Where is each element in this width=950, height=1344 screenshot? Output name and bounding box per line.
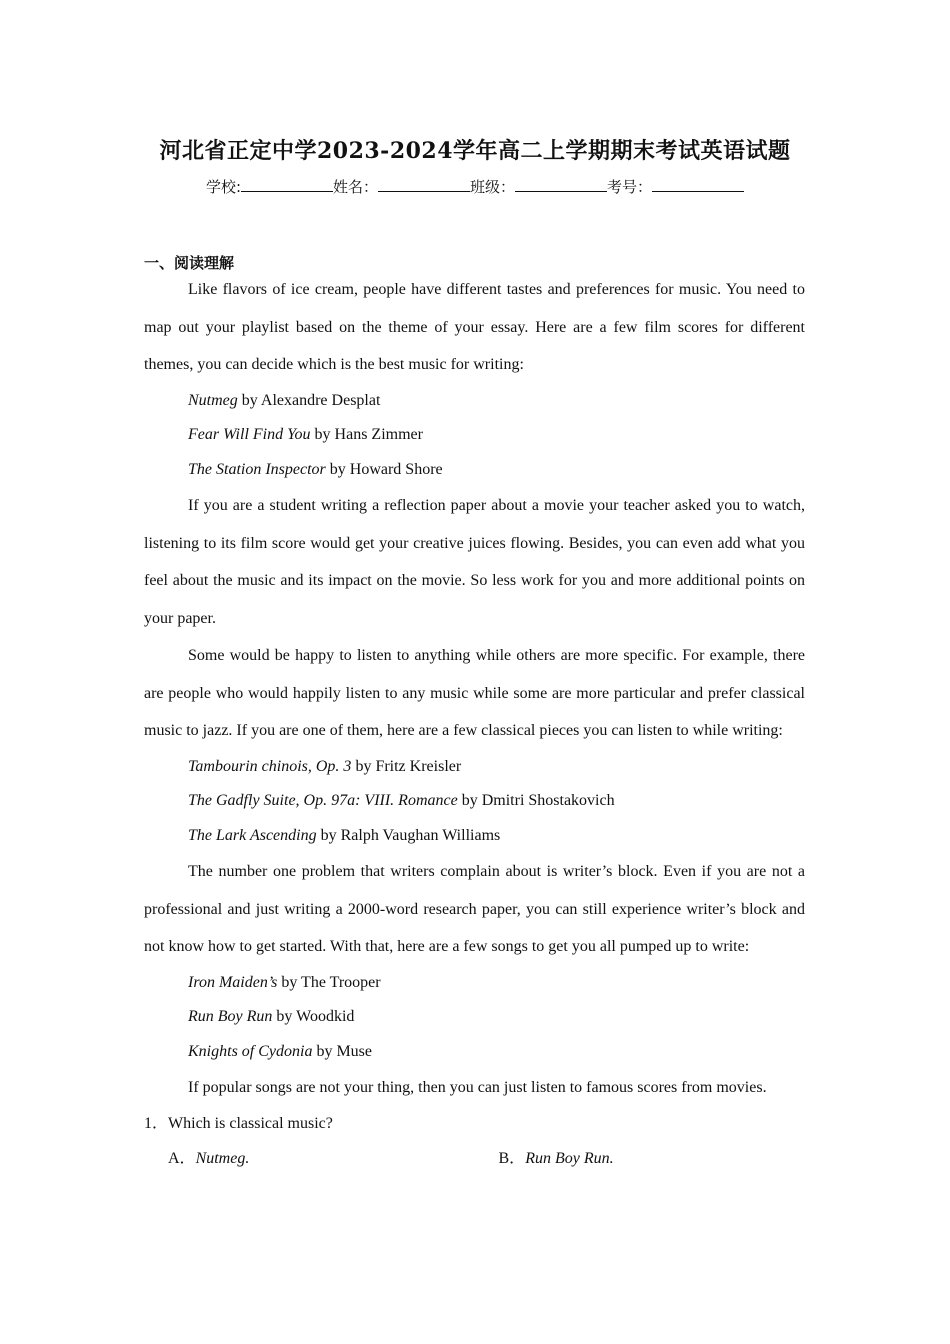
- piece-item: [144, 453, 805, 488]
- number-blank[interactable]: [652, 177, 744, 192]
- piece-item: [144, 750, 805, 785]
- page-title: 河北省正定中学2023-2024学年高二上学期期末考试英语试题: [159, 138, 791, 164]
- piece-title: The Gadfly Suite, Op. 97a: VIII. Romance: [188, 792, 458, 809]
- piece-title: Fear Will Find You: [188, 426, 311, 443]
- number-label: 考号：: [607, 178, 653, 196]
- piece-item: [144, 1035, 805, 1070]
- piece-item: [144, 1000, 805, 1035]
- question-1: [144, 1107, 805, 1142]
- student-info-line: [0, 175, 950, 199]
- piece-artist: by Muse: [312, 1042, 373, 1060]
- exam-content: [144, 252, 805, 1176]
- passage-paragraph-3: Some would be happy to listen to anything while others are more specific. For example, there are people who would happily listen to any music while some are more particular and prefer classical music to jazz. If you are one of them, here are a few classical pieces you can listen to while writing:: [144, 647, 805, 739]
- section-heading: 一、阅读理解: [144, 254, 235, 272]
- piece-item: [144, 384, 805, 419]
- name-label: 姓名：: [333, 178, 379, 196]
- passage-paragraph-2: If you are a student writing a reflection paper about a movie your teacher asked you to watch, listening to its film score would get your creative juices flowing. Besides, you can even add what you feel about the music and its impact on the movie. So less work for you and more additional points on your paper.: [144, 497, 805, 627]
- name-blank[interactable]: [378, 177, 470, 192]
- piece-title: Iron Maiden’s: [188, 973, 278, 991]
- piece-artist: by Dmitri Shostakovich: [457, 792, 615, 809]
- piece-title: Tambourin chinois, Op. 3: [188, 757, 352, 775]
- piece-item: [144, 819, 805, 854]
- passage-paragraph-1: Like flavors of ice cream, people have different tastes and preferences for music. You need to map out your playlist based on the theme of your essay. Here are a few film scores for different themes, you can decide which is the best music for writing:: [144, 281, 805, 373]
- question-number: 1．: [144, 1114, 169, 1132]
- piece-artist: by Howard Shore: [325, 460, 443, 478]
- piece-artist: by Hans Zimmer: [310, 426, 423, 443]
- option-b[interactable]: [475, 1141, 806, 1176]
- class-label: 班级：: [470, 178, 516, 196]
- piece-item: [144, 784, 805, 819]
- school-label: 学校:: [205, 178, 241, 196]
- option-a[interactable]: [144, 1141, 475, 1176]
- piece-item: [144, 418, 805, 453]
- question-text: Which is classical music?: [168, 1114, 333, 1132]
- school-blank[interactable]: [241, 177, 333, 192]
- piece-artist: by Woodkid: [272, 1008, 355, 1025]
- option-letter: B．: [498, 1150, 526, 1167]
- piece-title: Nutmeg: [188, 391, 238, 409]
- question-1-options: [144, 1141, 805, 1176]
- piece-title: Run Boy Run: [188, 1008, 273, 1025]
- piece-title: The Lark Ascending: [188, 826, 317, 844]
- piece-artist: by Ralph Vaughan Williams: [316, 826, 501, 844]
- piece-title: Knights of Cydonia: [188, 1042, 313, 1060]
- piece-title: The Station Inspector: [188, 460, 326, 478]
- piece-artist: by Alexandre Desplat: [237, 391, 381, 409]
- piece-item: [144, 966, 805, 1001]
- passage-paragraph-5: If popular songs are not your thing, then you can just listen to famous scores from movies.: [188, 1079, 767, 1096]
- option-letter: A．: [168, 1150, 196, 1167]
- passage-paragraph-4: The number one problem that writers complain about is writer’s block. Even if you are not a professional and just writing a 2000-word research paper, you can still experience writer’s block and not know how to get started. With that, here are a few songs to get you all pumped up to write:: [144, 863, 805, 955]
- class-blank[interactable]: [515, 177, 607, 192]
- piece-artist: by The Trooper: [277, 973, 381, 991]
- piece-artist: by Fritz Kreisler: [351, 757, 462, 775]
- option-text: Run Boy Run.: [525, 1150, 614, 1167]
- option-text: Nutmeg.: [195, 1150, 250, 1167]
